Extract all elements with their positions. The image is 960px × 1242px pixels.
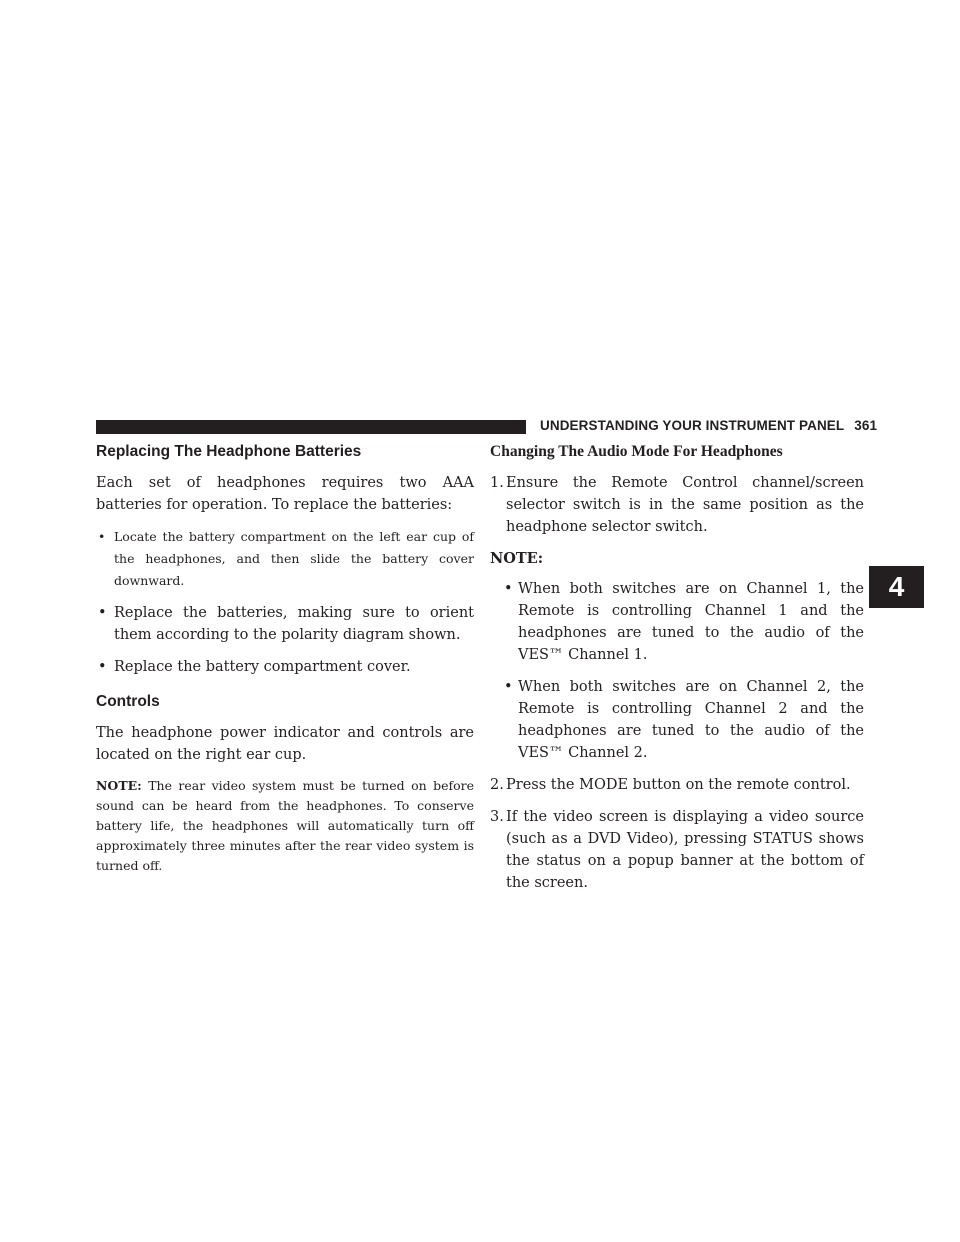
header-rule (96, 420, 526, 434)
bullet-icon: • (98, 529, 106, 544)
list-item: • Replace the battery compartment cover. (96, 656, 474, 678)
section-heading-audio-mode: Changing The Audio Mode For Headphones (490, 443, 783, 460)
list-item: • When both switches are on Channel 1, the Remote is controlling Channel 1 and the headphones are tuned to the audio of the VES™ Channel 1. (490, 578, 864, 666)
note-text: The rear video system must be turned on before sound can be heard from the headphones. To conserve battery life, the headphones will automatically turn off approximately three minutes after the rear video system is turned off. (96, 778, 474, 873)
intro-paragraph: Each set of headphones requires two AAA batteries for operation. To replace the batteries: (96, 475, 474, 513)
list-item: • When both switches are on Channel 2, the Remote is controlling Channel 2 and the headphones are tuned to the audio of the VES™ Channel 2. (490, 676, 864, 764)
section-heading-batteries: Replacing The Headphone Batteries (96, 443, 362, 460)
section-heading-controls: Controls (96, 693, 160, 710)
running-header (540, 418, 878, 433)
step-number: 1. (490, 475, 504, 491)
note-label: NOTE: (490, 550, 544, 567)
bullet-icon: • (504, 679, 513, 695)
right-column (490, 442, 864, 904)
step-number: 3. (490, 809, 504, 825)
list-item: • Replace the batteries, making sure to orient them according to the polarity diagram shown. (96, 602, 474, 646)
list-item: • Locate the battery compartment on the left ear cup of the headphones, and then slide the battery cover downward. (96, 526, 474, 592)
step-2: 2. Press the MODE button on the remote control. (490, 774, 864, 796)
step-3: 3. If the video screen is displaying a video source (such as a DVD Video), pressing STATUS shows the status on a popup banner at the bottom of the screen. (490, 806, 864, 894)
page-number: 361 (854, 418, 878, 433)
note-label: NOTE: (96, 778, 142, 793)
bullet-icon: • (98, 659, 107, 675)
controls-paragraph: The headphone power indicator and controls are located on the right ear cup. (96, 725, 474, 763)
step-1: 1. Ensure the Remote Control channel/screen selector switch is in the same position as the headphone selector switch. (490, 472, 864, 538)
bullet-icon: • (504, 581, 513, 597)
left-column (96, 442, 474, 886)
note-paragraph (96, 776, 474, 876)
step-number: 2. (490, 777, 504, 793)
section-tab: 4 (869, 566, 924, 608)
chapter-title: UNDERSTANDING YOUR INSTRUMENT PANEL (540, 418, 845, 433)
bullet-icon: • (98, 605, 107, 621)
